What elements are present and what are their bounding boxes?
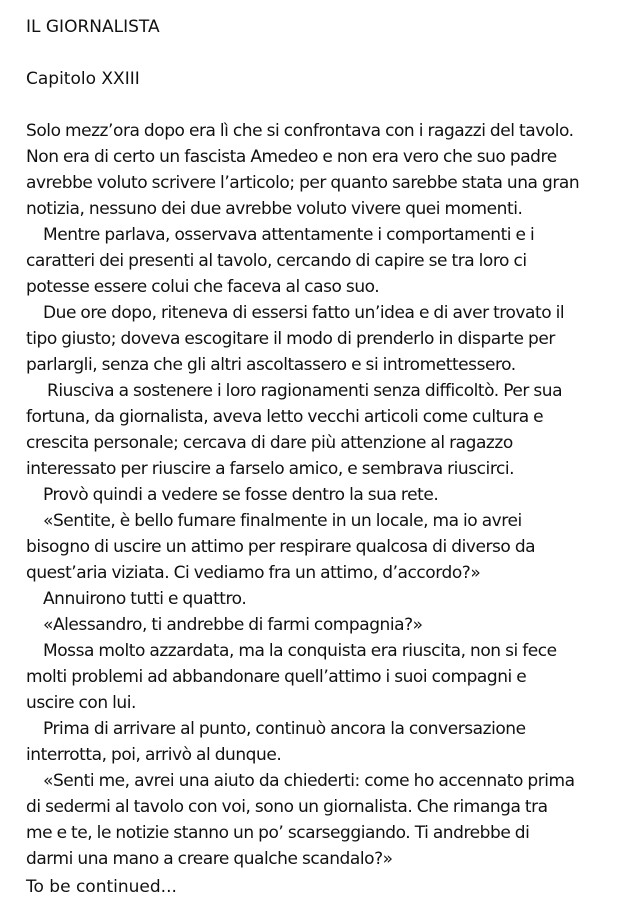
body-line: Mossa molto azzardata, ma la conquista era riuscita, non si fece [43,641,557,661]
body-line: caratteri dei presenti al tavolo, cercando di capire se tra loro ci [26,251,527,271]
body-line: me e te, le notizie stanno un po’ scarseggiando. Ti andrebbe di [26,823,530,843]
body-line: avrebbe voluto scrivere l’articolo; per quanto sarebbe stata una gran [26,173,580,193]
body-line: molti problemi ad abbandonare quell’attimo i suoi compagni e [26,667,527,687]
body-line: potesse essere colui che faceva al caso suo. [26,277,380,297]
chapter-heading: Capitolo XXIII [26,69,140,89]
body-line: crescita personale; cercava di dare più attenzione al ragazzo [26,433,513,453]
body-line: Riusciva a sostenere i loro ragionamenti senza difficoltò. Per sua [47,381,563,401]
body-line: Solo mezz’ora dopo era lì che si confrontava con i ragazzi del tavolo. [26,121,574,141]
body-line: parlargli, senza che gli altri ascoltassero e si intromettessero. [26,355,516,375]
body-line: notizia, nessuno dei due avrebbe voluto vivere quei momenti. [26,199,523,219]
body-line: fortuna, da giornalista, aveva letto vecchi articoli come cultura e [26,407,544,427]
to-be-continued-note: To be continued... [26,877,177,897]
body-line: darmi una mano a creare qualche scandalo?» [26,849,393,869]
body-line: interrotta, poi, arrivò al dunque. [26,745,282,765]
body-line: Mentre parlava, osservava attentamente i comportamenti e i [43,225,535,245]
body-line: Non era di certo un fascista Amedeo e non era vero che suo padre [26,147,557,167]
story-body [26,118,616,872]
body-line: uscire con lui. [26,693,136,713]
body-line: «Senti me, avrei una aiuto da chiederti: come ho accennato prima [43,771,575,791]
body-line: tipo giusto; doveva escogitare il modo di prenderlo in disparte per [26,329,555,349]
body-line: Provò quindi a vedere se fosse dentro la sua rete. [43,485,439,505]
body-line: «Alessandro, ti andrebbe di farmi compagnia?» [43,615,423,635]
body-line: «Sentite, è bello fumare finalmente in un locale, ma io avrei [43,511,522,531]
body-line: Annuirono tutti e quattro. [43,589,247,609]
body-line: interessato per riuscire a farselo amico, e sembrava riuscirci. [26,459,515,479]
body-line: bisogno di uscire un attimo per respirare qualcosa di diverso da [26,537,536,557]
story-title: IL GIORNALISTA [26,17,160,37]
body-line: Prima di arrivare al punto, continuò ancora la conversazione [43,719,526,739]
body-line: di sedermi al tavolo con voi, sono un giornalista. Che rimanga tra [26,797,548,817]
body-line: quest’aria viziata. Ci vediamo fra un attimo, d’accordo?» [26,563,481,583]
body-line: Due ore dopo, riteneva di essersi fatto un’idea e di aver trovato il [43,303,565,323]
